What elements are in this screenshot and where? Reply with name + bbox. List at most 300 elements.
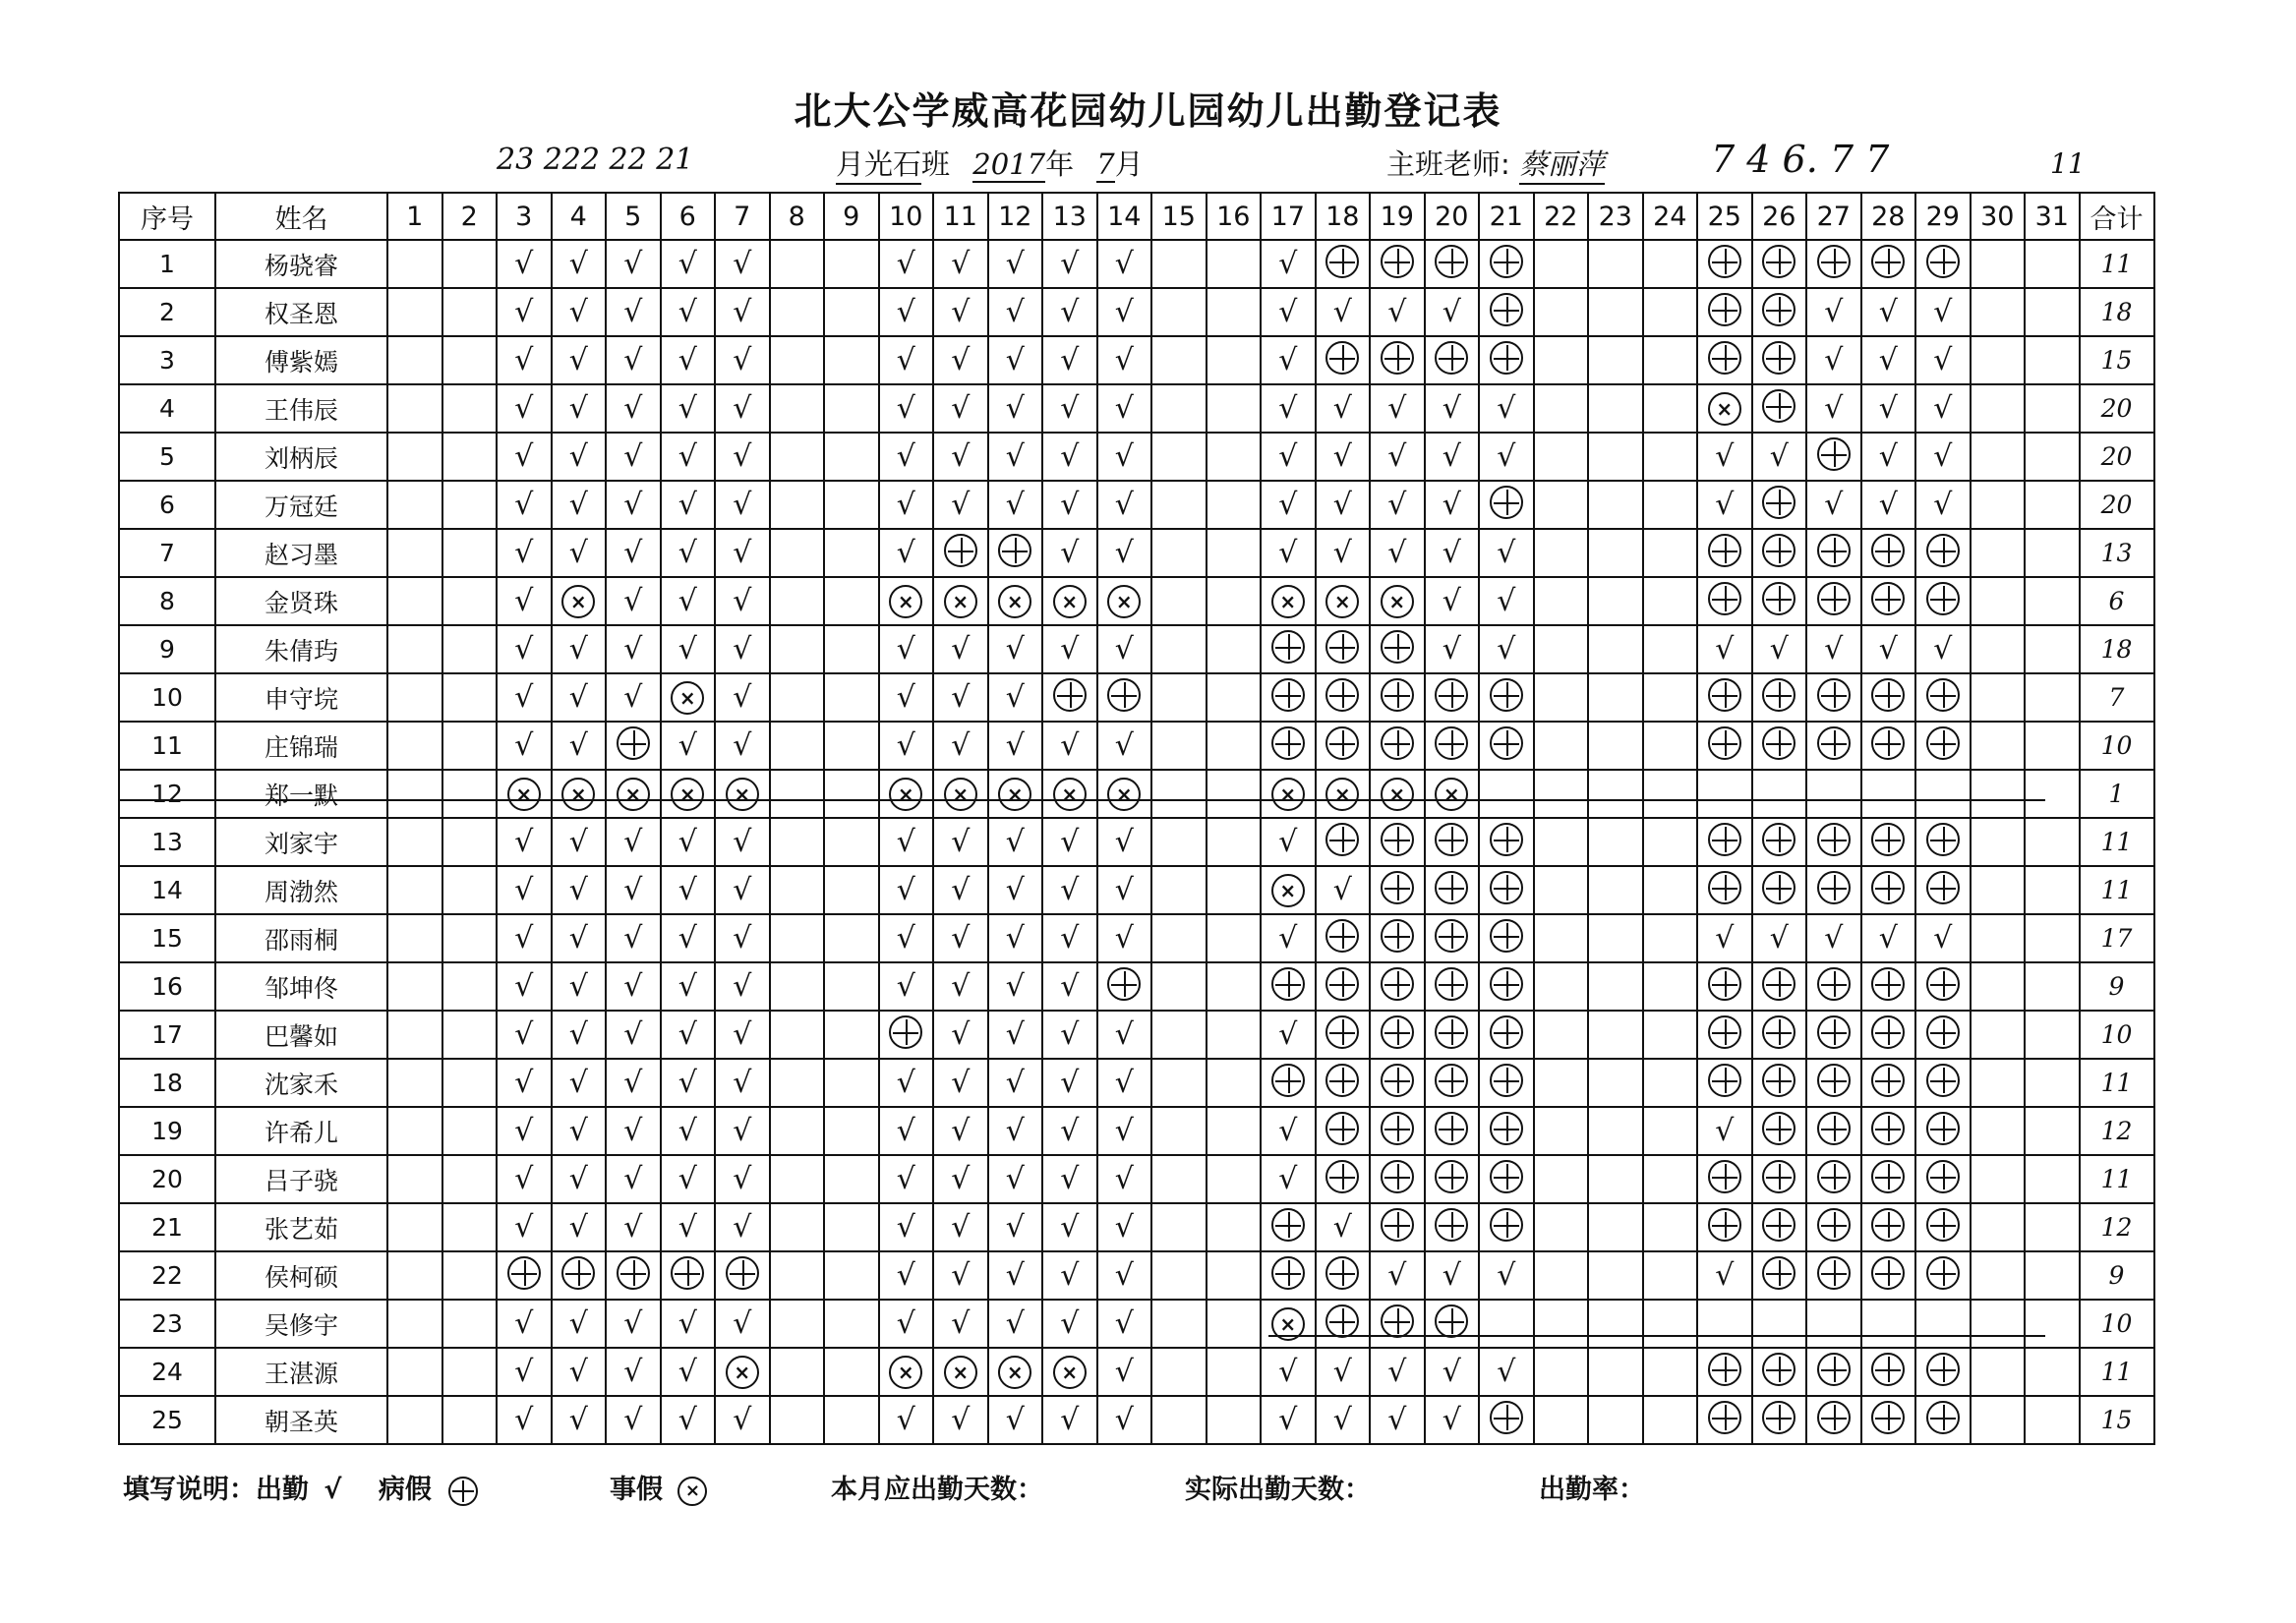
sick-leave-icon	[1708, 1353, 1741, 1386]
day-cell	[1316, 1203, 1371, 1251]
day-cell	[2025, 1107, 2080, 1155]
day-cell	[2025, 625, 2080, 673]
day-cell	[2025, 1011, 2080, 1059]
sick-leave-icon	[1817, 967, 1851, 1001]
present-check-icon: √	[1442, 1402, 1461, 1437]
day-cell	[661, 1059, 716, 1107]
sick-leave-icon	[1325, 1160, 1359, 1193]
present-check-icon: √	[1060, 824, 1080, 859]
sick-leave-icon	[1762, 1064, 1796, 1097]
handwritten-notes-right: 7 4 6. 7 7	[1711, 138, 1890, 181]
sick-leave-icon	[1926, 1160, 1960, 1193]
day-cell	[1261, 1300, 1316, 1348]
year-suffix: 年	[1045, 147, 1075, 181]
present-check-icon: √	[1114, 1257, 1134, 1293]
day-cell	[988, 962, 1043, 1011]
sick-leave-icon	[1435, 1112, 1468, 1145]
day-cell	[552, 288, 607, 336]
sick-leave-icon	[1325, 245, 1359, 278]
day-cell	[1479, 1011, 1534, 1059]
table-row	[119, 818, 2154, 866]
day-cell	[933, 1059, 988, 1107]
day-cell	[1915, 1203, 1971, 1251]
day-cell	[1479, 1059, 1534, 1107]
row-total: 12	[2080, 1107, 2154, 1155]
sick-leave-icon	[1490, 871, 1523, 904]
present-check-icon: √	[1005, 824, 1025, 859]
present-check-icon: √	[514, 1016, 534, 1052]
day-cell	[770, 1300, 825, 1348]
day-cell	[1915, 866, 1971, 914]
day-cell	[1151, 1155, 1207, 1203]
col-header-day-27: 27	[1806, 193, 1861, 240]
sick-leave-icon	[1762, 1401, 1796, 1434]
day-cell	[1261, 818, 1316, 866]
personal-leave-icon: ×	[671, 681, 704, 715]
day-cell	[879, 1059, 934, 1107]
personal-leave-icon: ×	[561, 585, 595, 618]
month-suffix: 月	[1114, 147, 1144, 181]
day-cell	[824, 866, 879, 914]
day-cell	[1316, 1011, 1371, 1059]
day-cell	[1370, 962, 1425, 1011]
personal-leave-icon: ×	[1381, 778, 1414, 811]
present-check-icon: √	[1878, 390, 1898, 426]
day-cell	[1479, 481, 1534, 529]
day-cell	[1316, 625, 1371, 673]
present-check-icon: √	[1387, 294, 1407, 329]
sick-leave-icon	[1325, 1064, 1359, 1097]
day-cell	[1643, 529, 1698, 577]
day-cell	[661, 625, 716, 673]
day-cell	[1479, 1251, 1534, 1300]
sick-leave-icon	[1926, 1064, 1960, 1097]
day-cell	[715, 240, 770, 288]
student-name: 杨骁睿	[215, 240, 387, 288]
student-name: 邹坤佟	[215, 962, 387, 1011]
day-cell	[879, 288, 934, 336]
sick-leave-icon	[1325, 967, 1359, 1001]
present-check-icon: √	[677, 1354, 697, 1389]
day-cell	[2025, 1300, 2080, 1348]
day-cell	[1370, 1396, 1425, 1444]
personal-leave-icon: ×	[1381, 585, 1414, 618]
day-cell	[1207, 384, 1262, 433]
day-cell	[715, 1203, 770, 1251]
present-check-icon: √	[951, 294, 971, 329]
day-cell	[824, 1348, 879, 1396]
col-header-day-19: 19	[1370, 193, 1425, 240]
sick-leave-icon	[1435, 341, 1468, 375]
present-check-icon: √	[623, 1209, 643, 1245]
table-row	[119, 770, 2154, 818]
present-check-icon: √	[1278, 390, 1298, 426]
sick-leave-icon	[1871, 1353, 1905, 1386]
day-cell	[2025, 1203, 2080, 1251]
student-name: 周渤然	[215, 866, 387, 914]
day-cell	[387, 914, 442, 962]
day-cell	[1697, 240, 1752, 288]
day-cell	[2025, 1155, 2080, 1203]
day-cell	[1588, 1107, 1643, 1155]
present-check-icon: √	[623, 246, 643, 281]
day-cell	[1697, 625, 1752, 673]
table-row	[119, 433, 2154, 481]
day-cell	[1971, 818, 2026, 866]
sick-leave-icon	[1381, 630, 1414, 664]
present-check-icon: √	[951, 631, 971, 667]
day-cell	[1915, 1300, 1971, 1348]
present-check-icon: √	[514, 535, 534, 570]
present-check-icon: √	[896, 294, 915, 329]
row-index: 9	[119, 625, 215, 673]
sick-leave-icon	[1490, 486, 1523, 519]
day-cell	[824, 770, 879, 818]
present-check-icon: √	[514, 1209, 534, 1245]
day-cell	[770, 433, 825, 481]
personal-leave-icon: ×	[1271, 585, 1305, 618]
day-cell	[715, 1348, 770, 1396]
present-check-icon: √	[896, 535, 915, 570]
sick-leave-icon	[1381, 1064, 1414, 1097]
day-cell	[1643, 384, 1698, 433]
personal-leave-icon: ×	[1325, 585, 1359, 618]
personal-leave-icon: ×	[507, 778, 541, 811]
day-cell	[879, 1203, 934, 1251]
day-cell	[988, 770, 1043, 818]
table-row	[119, 673, 2154, 722]
personal-leave-icon: ×	[944, 585, 977, 618]
present-check-icon: √	[623, 487, 643, 522]
day-cell	[606, 914, 661, 962]
day-cell	[387, 336, 442, 384]
day-cell	[1588, 288, 1643, 336]
present-check-icon: √	[1387, 535, 1407, 570]
present-check-icon: √	[1332, 872, 1352, 907]
present-check-icon: √	[568, 679, 588, 715]
sick-leave-icon	[1926, 726, 1960, 760]
day-cell	[879, 240, 934, 288]
day-cell	[715, 1300, 770, 1348]
sick-leave-icon	[1762, 1112, 1796, 1145]
day-cell	[1151, 673, 1207, 722]
day-cell	[1207, 770, 1262, 818]
present-check-icon: √	[677, 583, 697, 618]
day-cell	[824, 673, 879, 722]
day-cell	[1425, 914, 1480, 962]
day-cell	[661, 1203, 716, 1251]
present-check-icon: √	[1114, 1209, 1134, 1245]
day-cell	[933, 384, 988, 433]
present-check-icon: √	[677, 824, 697, 859]
day-cell	[1425, 770, 1480, 818]
sick-leave-icon	[1325, 726, 1359, 760]
day-cell	[1643, 577, 1698, 625]
day-cell	[1207, 1300, 1262, 1348]
day-cell	[1806, 962, 1861, 1011]
day-cell	[1370, 1107, 1425, 1155]
day-cell	[988, 1251, 1043, 1300]
day-cell	[661, 1348, 716, 1396]
present-check-icon: √	[1332, 438, 1352, 474]
day-cell	[1261, 577, 1316, 625]
present-check-icon: √	[514, 1305, 534, 1341]
sick-leave-icon	[1435, 823, 1468, 856]
sick-leave-icon	[1708, 1401, 1741, 1434]
day-cell	[715, 1059, 770, 1107]
row-index: 18	[119, 1059, 215, 1107]
sick-leave-icon	[1871, 678, 1905, 712]
day-cell	[1370, 1059, 1425, 1107]
day-cell	[1207, 1348, 1262, 1396]
day-cell	[387, 288, 442, 336]
day-cell	[1261, 1348, 1316, 1396]
student-name: 巴馨如	[215, 1011, 387, 1059]
day-cell	[1316, 914, 1371, 962]
present-check-icon: √	[1442, 294, 1461, 329]
day-cell	[497, 336, 552, 384]
attendance-rate: 出勤率：	[1539, 1475, 1645, 1505]
present-check-icon: √	[733, 487, 752, 522]
day-cell	[1861, 625, 1916, 673]
day-cell	[1643, 962, 1698, 1011]
present-check-icon: √	[1114, 438, 1134, 474]
day-cell	[715, 673, 770, 722]
col-header-day-16: 16	[1207, 193, 1262, 240]
present-check-icon: √	[568, 1305, 588, 1341]
row-total: 9	[2080, 962, 2154, 1011]
day-cell	[1151, 962, 1207, 1011]
row-total: 15	[2080, 336, 2154, 384]
day-cell	[1806, 577, 1861, 625]
col-header-day-6: 6	[661, 193, 716, 240]
sick-leave-icon	[1871, 1112, 1905, 1145]
present-check-icon: √	[568, 824, 588, 859]
day-cell	[1042, 818, 1097, 866]
present-check-icon: √	[1114, 824, 1134, 859]
sick-leave-icon	[1271, 1208, 1305, 1242]
day-cell	[1151, 336, 1207, 384]
day-cell	[1588, 770, 1643, 818]
present-check-icon: √	[677, 1209, 697, 1245]
present-check-icon: √	[1715, 920, 1735, 956]
present-check-icon: √	[1387, 1257, 1407, 1293]
day-cell	[1097, 1300, 1152, 1348]
day-cell	[1915, 240, 1971, 288]
sick-leave-icon	[1817, 871, 1851, 904]
day-cell	[497, 1396, 552, 1444]
student-name: 朱倩玙	[215, 625, 387, 673]
sick-leave-icon	[1817, 437, 1851, 471]
row-total: 20	[2080, 481, 2154, 529]
day-cell	[988, 866, 1043, 914]
sick-leave-icon	[1762, 582, 1796, 615]
expected-days: 本月应出勤天数：	[831, 1475, 1043, 1505]
present-check-icon: √	[1060, 631, 1080, 667]
day-cell	[770, 818, 825, 866]
row-total: 17	[2080, 914, 2154, 962]
present-check-icon: √	[514, 872, 534, 907]
present-check-icon: √	[514, 824, 534, 859]
day-cell	[442, 1251, 498, 1300]
present-check-icon: √	[896, 342, 915, 377]
day-cell	[661, 962, 716, 1011]
personal-leave-icon: ×	[1053, 1356, 1087, 1389]
present-check-icon: √	[1332, 535, 1352, 570]
day-cell	[1479, 433, 1534, 481]
present-check-icon: √	[951, 824, 971, 859]
day-cell	[1643, 1203, 1698, 1251]
day-cell	[606, 818, 661, 866]
day-cell	[1588, 962, 1643, 1011]
day-cell	[1261, 1155, 1316, 1203]
day-cell	[1207, 1107, 1262, 1155]
day-cell	[661, 433, 716, 481]
day-cell	[552, 722, 607, 770]
present-check-icon: √	[896, 1402, 915, 1437]
present-check-icon: √	[514, 1065, 534, 1100]
day-cell	[1151, 288, 1207, 336]
personal-leave-icon: ×	[889, 1356, 922, 1389]
day-cell	[1479, 384, 1534, 433]
day-cell	[1697, 1396, 1752, 1444]
day-cell	[442, 1107, 498, 1155]
present-check-icon: √	[733, 872, 752, 907]
present-check-icon: √	[1060, 920, 1080, 956]
day-cell	[879, 384, 934, 433]
sick-leave-icon	[617, 1256, 650, 1290]
row-total: 13	[2080, 529, 2154, 577]
day-cell	[1752, 1107, 1807, 1155]
day-cell	[1697, 914, 1752, 962]
day-cell	[1752, 481, 1807, 529]
row-index: 10	[119, 673, 215, 722]
day-cell	[1697, 722, 1752, 770]
day-cell	[1097, 1251, 1152, 1300]
day-cell	[1643, 673, 1698, 722]
sick-leave-icon	[1817, 1112, 1851, 1145]
day-cell	[879, 529, 934, 577]
sick-leave-icon	[1926, 534, 1960, 567]
day-cell	[1806, 1155, 1861, 1203]
day-cell	[1370, 770, 1425, 818]
day-cell	[442, 866, 498, 914]
day-cell	[770, 1203, 825, 1251]
day-cell	[879, 1300, 934, 1348]
day-cell	[879, 336, 934, 384]
day-cell	[1697, 1203, 1752, 1251]
teacher-name: 蔡丽萍	[1519, 143, 1605, 185]
present-check-icon: √	[568, 246, 588, 281]
day-cell	[661, 1107, 716, 1155]
present-symbol: √	[324, 1475, 342, 1505]
month-value: 7	[1096, 147, 1115, 181]
day-cell	[1151, 1059, 1207, 1107]
day-cell	[606, 1348, 661, 1396]
sick-leave-icon	[1817, 1015, 1851, 1049]
day-cell	[1370, 818, 1425, 866]
present-check-icon: √	[677, 294, 697, 329]
day-cell	[1588, 1059, 1643, 1107]
day-cell	[1042, 1059, 1097, 1107]
present-check-icon: √	[733, 583, 752, 618]
day-cell	[1097, 529, 1152, 577]
day-cell	[606, 1107, 661, 1155]
table-row	[119, 1251, 2154, 1300]
day-cell	[879, 866, 934, 914]
day-cell	[933, 1011, 988, 1059]
day-cell	[387, 1348, 442, 1396]
present-check-icon: √	[677, 920, 697, 956]
col-header-day-5: 5	[606, 193, 661, 240]
student-name: 郑一默	[215, 770, 387, 818]
day-cell	[1261, 240, 1316, 288]
day-cell	[1752, 770, 1807, 818]
day-cell	[2025, 1251, 2080, 1300]
student-name: 张艺茹	[215, 1203, 387, 1251]
sick-leave-icon	[1926, 823, 1960, 856]
day-cell	[1806, 866, 1861, 914]
day-cell	[1261, 1011, 1316, 1059]
day-cell	[1042, 866, 1097, 914]
day-cell	[1752, 288, 1807, 336]
row-index: 8	[119, 577, 215, 625]
col-header-day-13: 13	[1042, 193, 1097, 240]
day-cell	[1534, 1059, 1589, 1107]
day-cell	[387, 1300, 442, 1348]
day-cell	[1915, 818, 1971, 866]
day-cell	[1042, 1107, 1097, 1155]
row-index: 23	[119, 1300, 215, 1348]
leave-label: 事假	[610, 1475, 663, 1505]
day-cell	[1915, 336, 1971, 384]
present-check-icon: √	[568, 1354, 588, 1389]
teacher-label: 主班老师:	[1386, 147, 1510, 181]
sick-leave-icon	[726, 1256, 759, 1290]
day-cell	[988, 336, 1043, 384]
present-check-icon: √	[623, 1354, 643, 1389]
day-cell	[2025, 914, 2080, 962]
present-check-icon: √	[733, 1161, 752, 1196]
day-cell	[1316, 288, 1371, 336]
day-cell	[552, 1107, 607, 1155]
day-cell	[552, 481, 607, 529]
day-cell	[1806, 433, 1861, 481]
col-header-day-20: 20	[1425, 193, 1480, 240]
instructions-label: 填写说明：出勤	[123, 1475, 309, 1505]
actual-days: 实际出勤天数：	[1185, 1475, 1371, 1505]
day-cell	[387, 625, 442, 673]
day-cell	[824, 336, 879, 384]
day-cell	[988, 722, 1043, 770]
present-check-icon: √	[1824, 390, 1844, 426]
row-total: 10	[2080, 722, 2154, 770]
present-check-icon: √	[951, 1065, 971, 1100]
present-check-icon: √	[1060, 342, 1080, 377]
day-cell	[1425, 384, 1480, 433]
sick-leave-icon	[1325, 1256, 1359, 1290]
day-cell	[1861, 1300, 1916, 1348]
day-cell	[1806, 240, 1861, 288]
personal-leave-icon: ×	[1271, 1307, 1305, 1341]
present-check-icon: √	[1060, 968, 1080, 1004]
sick-leave-icon	[1490, 293, 1523, 326]
present-check-icon: √	[1278, 1354, 1298, 1389]
day-cell	[2025, 433, 2080, 481]
sick-leave-icon	[1708, 293, 1741, 326]
day-cell	[1261, 1251, 1316, 1300]
day-cell	[715, 481, 770, 529]
